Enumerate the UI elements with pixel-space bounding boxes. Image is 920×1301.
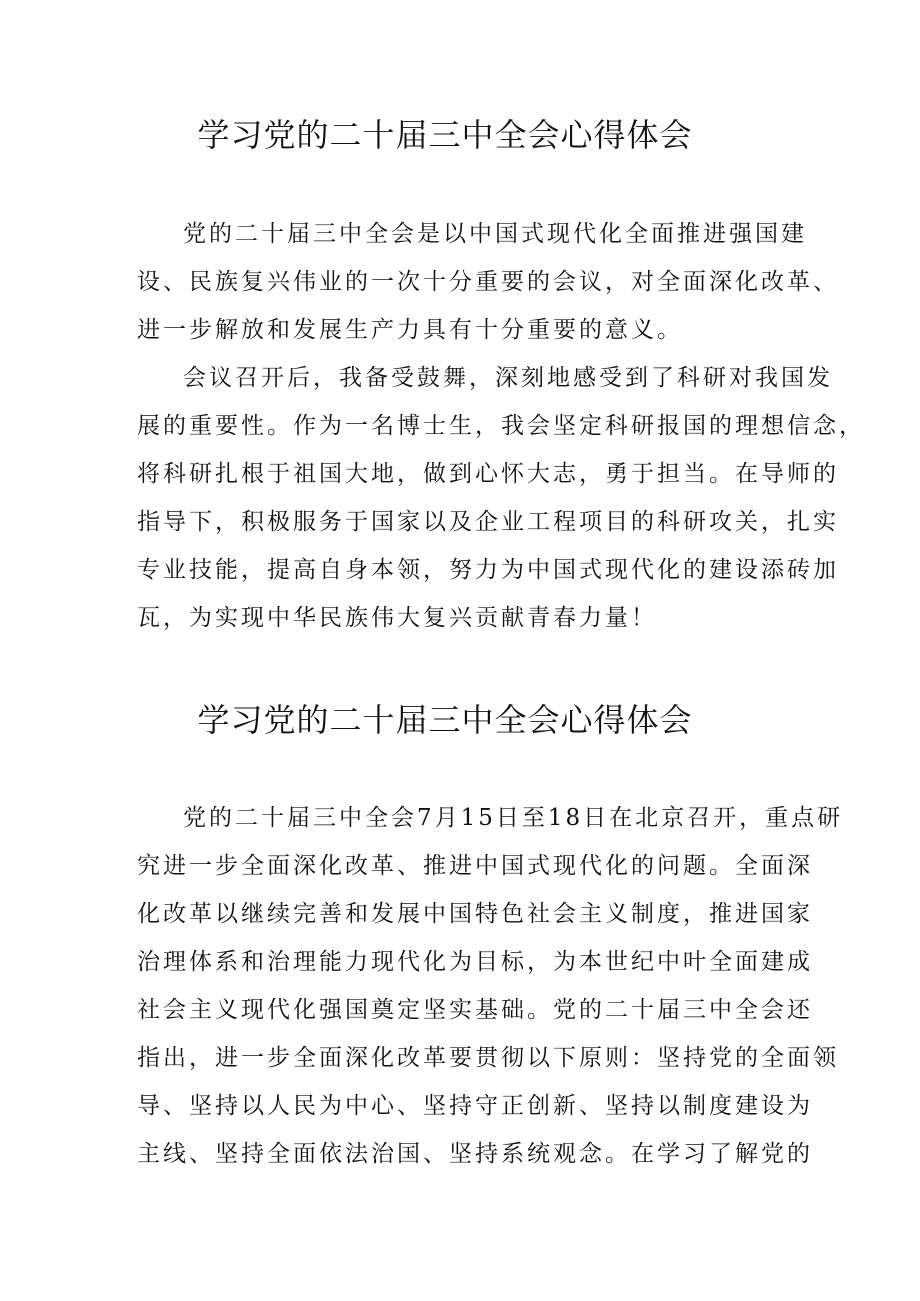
paragraph-3-line-8: 主线、坚持全面依法治国、坚持系统观念。在学习了解党的 (137, 1141, 813, 1167)
paragraph-3-line-6: 指出，进一步全面深化改革要贯彻以下原则：坚持党的全面领 (137, 1045, 839, 1071)
paragraph-3-line-3: 化改革以继续完善和发展中国特色社会主义制度，推进国家 (137, 901, 813, 927)
paragraph-1-line-1: 党的二十届三中全会是以中国式现代化全面推进强国建 (183, 221, 807, 247)
paragraph-3-line-1: 党的二十届三中全会7月15日至18日在北京召开，重点研 (183, 805, 844, 831)
paragraph-2-line-6: 瓦，为实现中华民族伟大复兴贡献青春力量！ (137, 605, 657, 631)
paragraph-2-line-1: 会议召开后，我备受鼓舞，深刻地感受到了科研对我国发 (183, 365, 833, 391)
paragraph-3-line-7: 导、坚持以人民为中心、坚持守正创新、坚持以制度建设为 (137, 1093, 813, 1119)
paragraph-1-line-3: 进一步解放和发展生产力具有十分重要的意义。 (137, 317, 683, 343)
paragraph-2-line-2: 展的重要性。作为一名博士生，我会坚定科研报国的理想信念， (137, 413, 865, 439)
paragraph-3-line-5: 社会主义现代化强国奠定坚实基础。党的二十届三中全会还 (137, 997, 813, 1023)
section-2-body (137, 794, 844, 1178)
paragraph-2-line-3: 将科研扎根于祖国大地，做到心怀大志，勇于担当。在导师的 (137, 461, 839, 487)
section-1-body (137, 210, 865, 642)
paragraph-3-line-2: 究进一步全面深化改革、推进中国式现代化的问题。全面深 (137, 853, 813, 879)
section-1-title: 学习党的二十届三中全会心得体会 (197, 116, 693, 154)
paragraph-1-line-2: 设、民族复兴伟业的一次十分重要的会议，对全面深化改革、 (137, 269, 839, 295)
section-2-title: 学习党的二十届三中全会心得体会 (197, 701, 693, 739)
paragraph-2-line-5: 专业技能，提高自身本领，努力为中国式现代化的建设添砖加 (137, 557, 839, 583)
paragraph-2-line-4: 指导下，积极服务于国家以及企业工程项目的科研攻关，扎实 (137, 509, 839, 535)
paragraph-3-line-4: 治理体系和治理能力现代化为目标，为本世纪中叶全面建成 (137, 949, 813, 975)
